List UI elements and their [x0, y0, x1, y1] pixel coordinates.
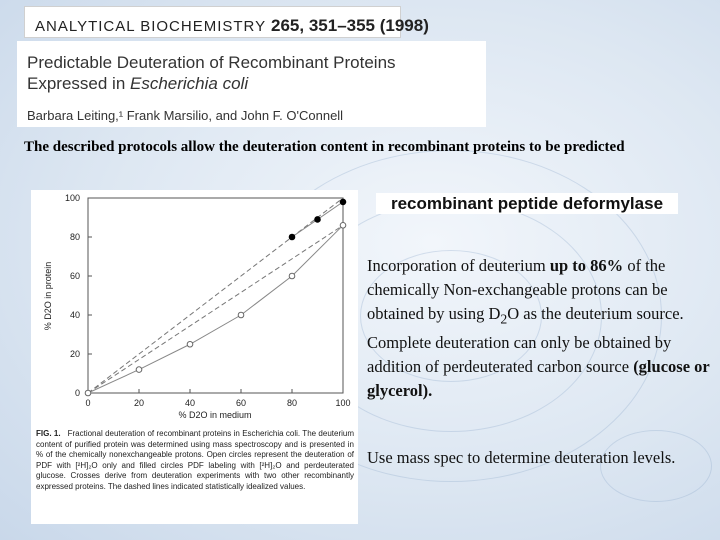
paper-authors: Barbara Leiting,¹ Frank Marsilio, and John F. O'Connell [27, 108, 344, 123]
filled-circle-point [289, 234, 295, 240]
open-circle-point [85, 390, 91, 396]
open-circle-point [238, 312, 244, 318]
open-circle-point [289, 273, 295, 279]
protein-label: recombinant peptide deformylase [376, 193, 678, 214]
y-tick-label: 20 [69, 349, 80, 359]
y-tick-label: 60 [69, 271, 80, 281]
open-circle-point [187, 341, 193, 347]
reference-dashed-line [88, 198, 343, 393]
paper-title: Predictable Deuteration of Recombinant Proteins Expressed in Escherichia coli [27, 53, 396, 93]
x-tick-label: 60 [235, 398, 247, 408]
y-axis-label: % D2O in protein [43, 261, 53, 331]
journal-citation: ANALYTICAL BIOCHEMISTRY 265, 351–355 (1998) [35, 16, 429, 35]
y-tick-label: 0 [74, 388, 80, 398]
deuteration-chart [31, 190, 358, 426]
mass-spec-text: Use mass spec to determine deuteration levels. [367, 448, 676, 467]
x-axis-label: % D2O in medium [178, 410, 252, 420]
x-tick-label: 0 [85, 398, 91, 408]
filled-circle-point [340, 199, 346, 205]
y-tick-label: 100 [64, 193, 80, 203]
open-circle-point [340, 223, 346, 229]
journal-header [24, 6, 429, 38]
x-tick-label: 20 [133, 398, 145, 408]
x-tick-label: 100 [335, 398, 351, 408]
deuterium-incorporation-text: Incorporation of deuterium up to 86% of the chemically Non-exchangeable protons can be obtained by using $D_2O$ as the deuterium source. Complete deuteration can only be obtained by addition of perdeuterated carbon source (glucose or glycerol). [367, 256, 710, 401]
y-tick-label: 40 [69, 310, 80, 320]
reference-dashed-line [88, 225, 343, 393]
open-circle-point [136, 367, 142, 373]
figure-caption: FIG. 1. Fractional deuteration of recombinant proteins in Escherichia coli. The deuterium content of purified protein was determined using mass spectroscopy and is presented in % of the chemically nonexchangeable protons. Open circles represent the deuteration of PDF with [²H]₂O only and filled circles PDF labeling with [²H]₂O and perdeuterated glucose. Crosses derive from deuteration experiments with two other recombinantly expressed proteins. The dashed lines indicated statistically idealized values. [36, 429, 355, 491]
slide-statement: The described protocols allow the deuteration content in recombinant proteins to be predicted [24, 139, 625, 155]
figure-panel [31, 190, 358, 524]
paper-title-box [17, 41, 486, 127]
filled-circle-point [315, 217, 321, 223]
y-tick-label: 80 [69, 232, 80, 242]
x-tick-label: 40 [184, 398, 196, 408]
x-tick-label: 80 [286, 398, 298, 408]
